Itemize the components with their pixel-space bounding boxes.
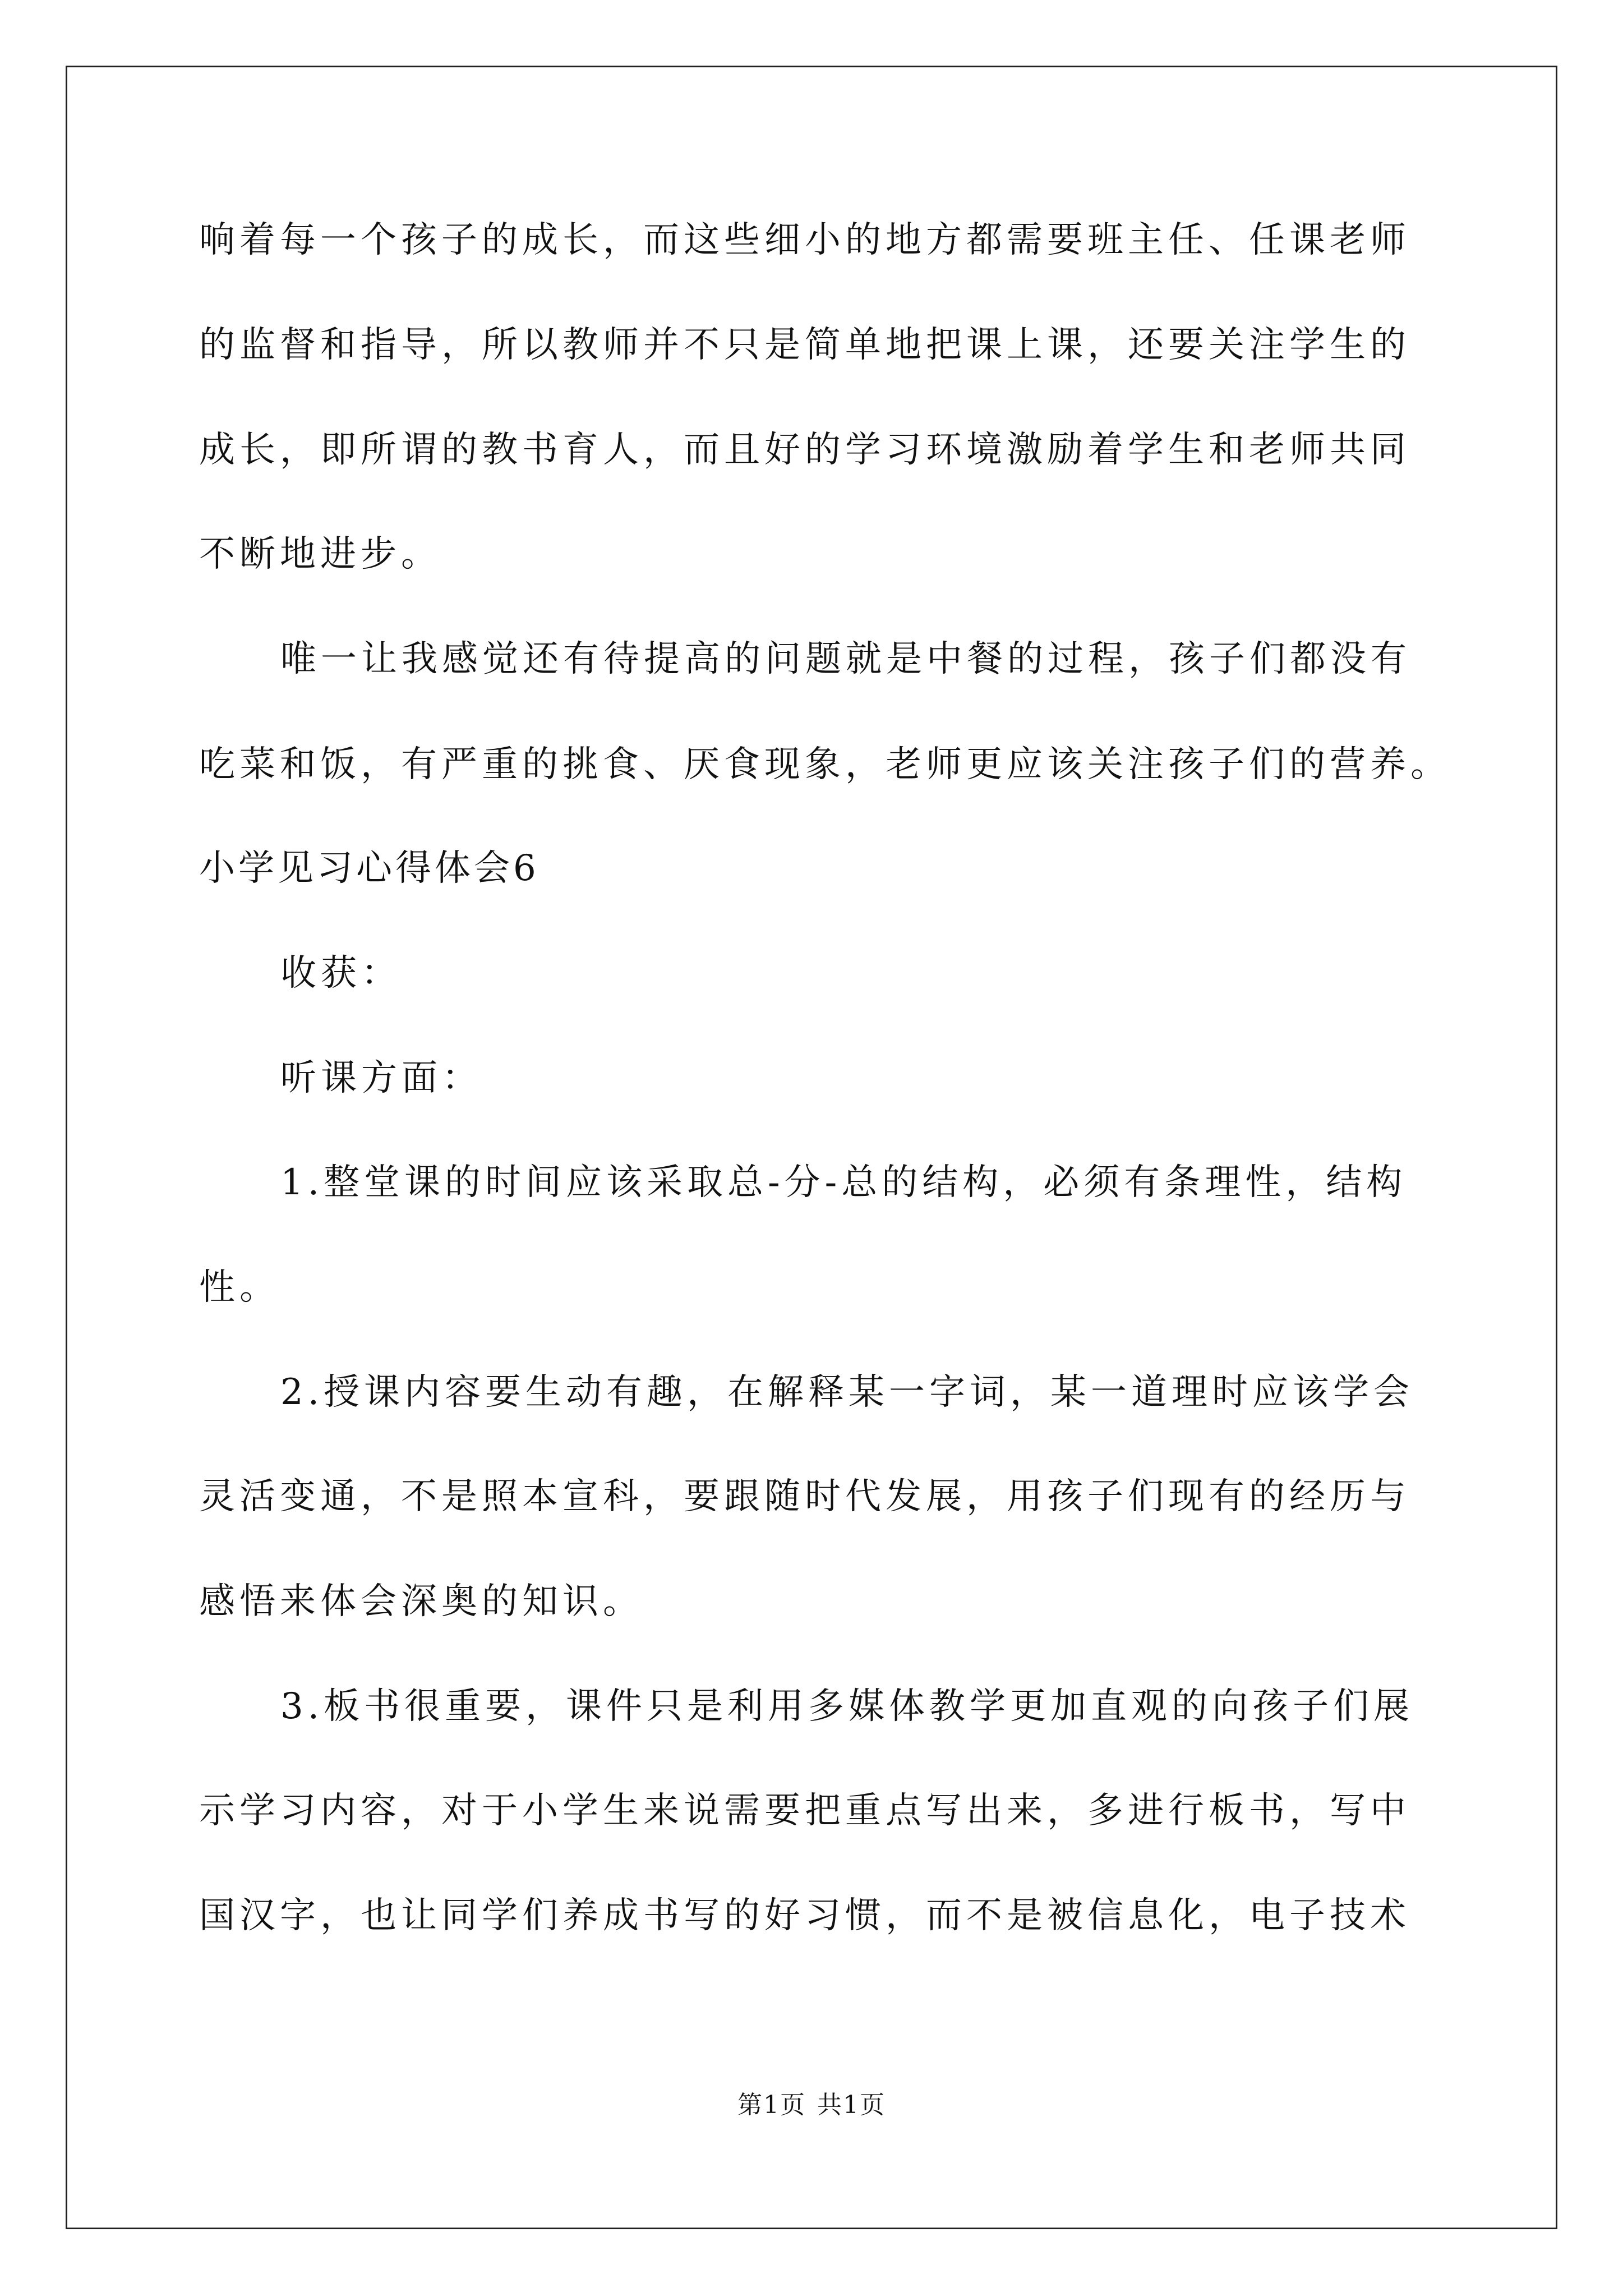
text-line: 国汉字，也让同学们养成书写的好习惯，而不是被信息化，电子技术 xyxy=(199,1895,1410,1936)
page-footer xyxy=(0,2090,1623,2121)
paragraph-start: 听课方面： xyxy=(280,1057,482,1099)
paragraph-start: 收获： xyxy=(280,953,402,994)
text-line: 成长，即所谓的教书育人，而且好的学习环境激励着学生和老师共同 xyxy=(199,429,1410,471)
section-heading: 小学见习心得体会6 xyxy=(199,848,540,889)
list-item-1: 1.整堂课的时间应该采取总-分-总的结构，必须有条理性，结构 xyxy=(280,1162,1407,1203)
text-line: 不断地进步。 xyxy=(199,533,441,575)
text-line: 性。 xyxy=(199,1267,280,1308)
page-total: 共1页 xyxy=(817,2091,886,2119)
list-item-2: 2.授课内容要生动有趣，在解释某一字词，某一道理时应该学会 xyxy=(280,1372,1414,1413)
paragraph-start: 唯一让我感觉还有待提高的问题就是中餐的过程，孩子们都没有 xyxy=(280,638,1411,680)
text-line: 的监督和指导，所以教师并不只是简单地把课上课，还要关注学生的 xyxy=(199,324,1410,366)
text-line: 示学习内容，对于小学生来说需要把重点写出来，多进行板书，写中 xyxy=(199,1790,1410,1832)
text-line: 响着每一个孩子的成长，而这些细小的地方都需要班主任、任课老师 xyxy=(199,219,1410,261)
text-line: 灵活变通，不是照本宣科，要跟随时代发展，用孩子们现有的经历与 xyxy=(199,1476,1410,1517)
page-number: 第1页 xyxy=(737,2091,806,2119)
text-line: 吃菜和饭，有严重的挑食、厌食现象，老师更应该关注孩子们的营养。 xyxy=(199,744,1451,785)
text-line: 感悟来体会深奥的知识。 xyxy=(199,1581,643,1622)
list-item-3: 3.板书很重要，课件只是利用多媒体教学更加直观的向孩子们展 xyxy=(280,1686,1414,1727)
